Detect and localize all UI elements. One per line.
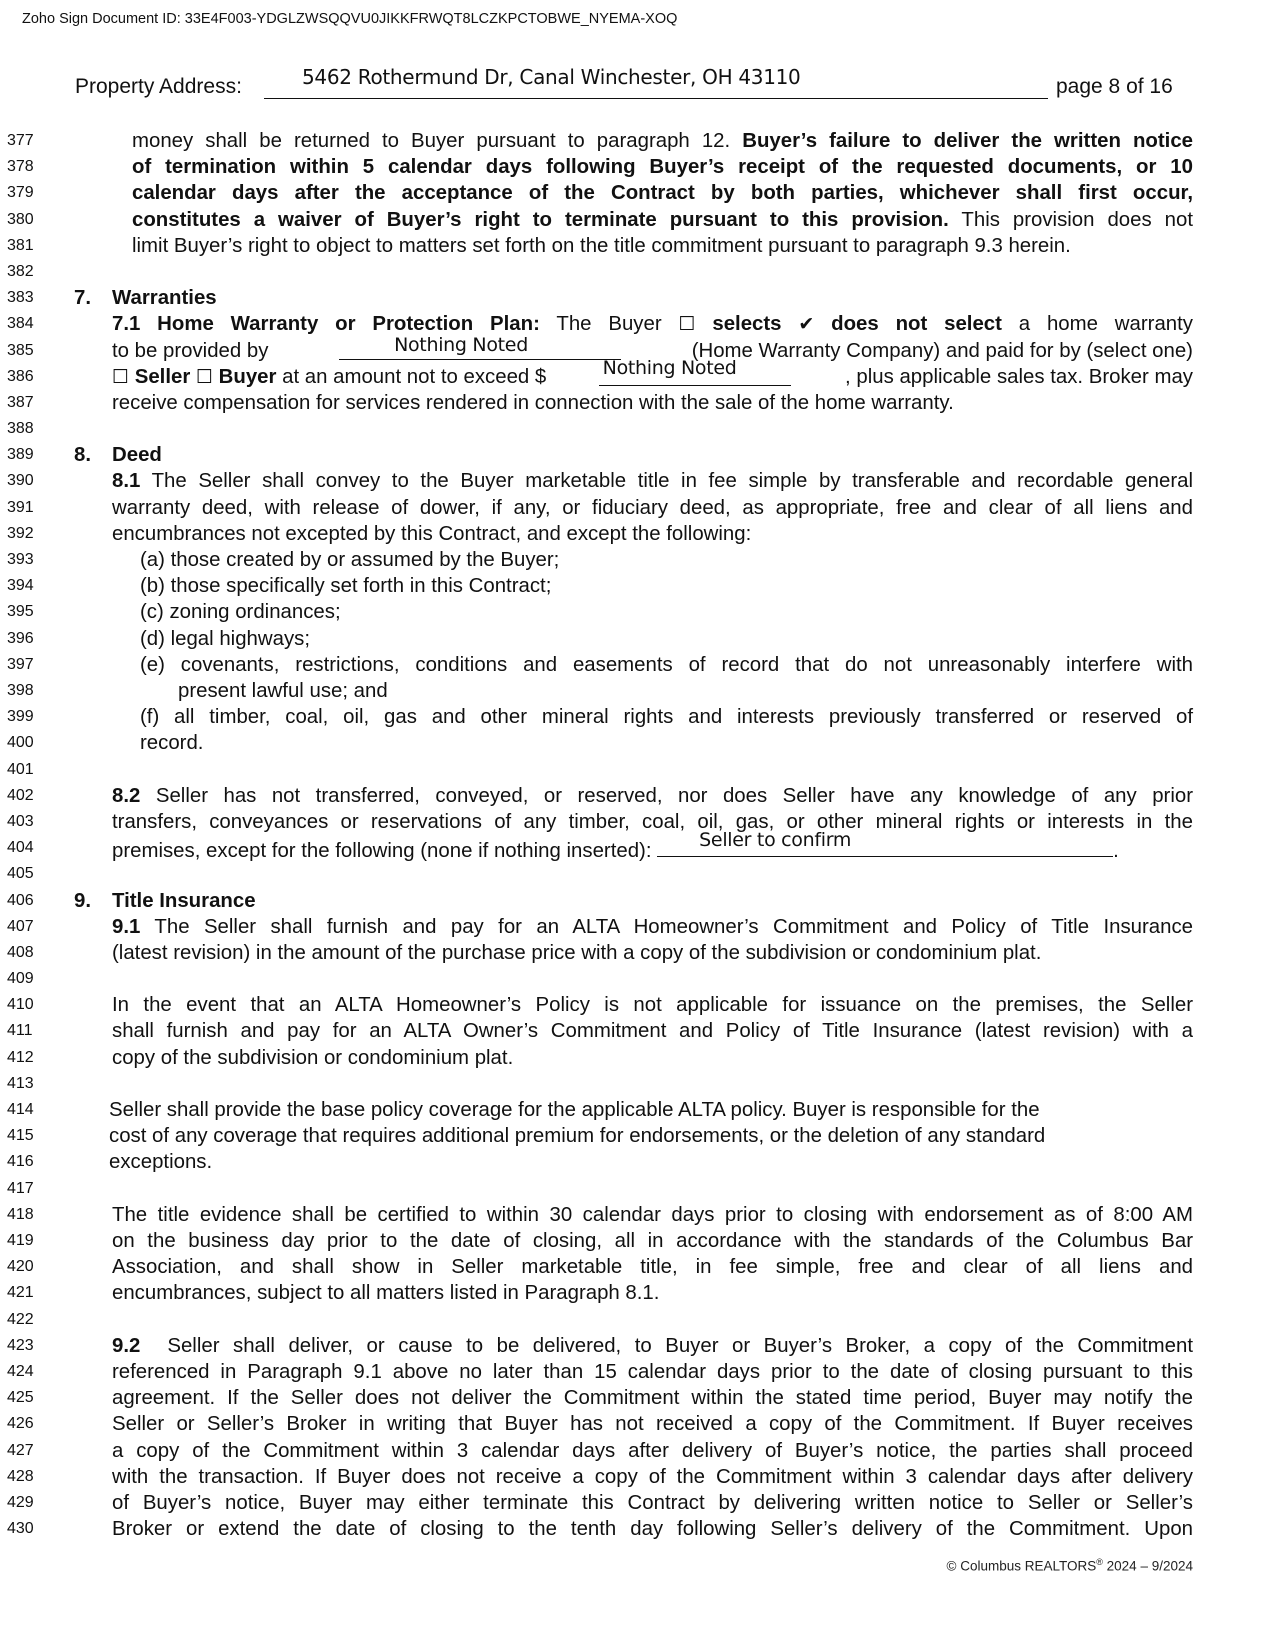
deed-exception-item: (c) zoning ordinances; bbox=[140, 601, 341, 624]
line-number: 396 bbox=[7, 629, 34, 647]
line-number: 381 bbox=[7, 236, 34, 254]
title-insurance-line: cost of any coverage that requires additional premium for endorsements, or the deletion of any standard bbox=[109, 1125, 1046, 1148]
line-number: 410 bbox=[7, 996, 34, 1014]
line-number: 400 bbox=[7, 734, 34, 752]
line-number: 377 bbox=[7, 132, 34, 149]
section-7-title: Warranties bbox=[112, 287, 217, 310]
line-number: 382 bbox=[7, 262, 34, 280]
warranty-line bbox=[112, 312, 1193, 336]
line-number: 409 bbox=[7, 970, 34, 988]
deed-line: transfers, conveyances or reservations of any timber, coal, oil, gas, or other mineral rights or interests in the bbox=[112, 810, 1193, 833]
deed-exception-item: (f) all timber, coal, oil, gas and other mineral rights and interests previously transferred or reserved of bbox=[140, 706, 1193, 729]
text: The Buyer bbox=[539, 313, 679, 336]
registered-mark: ® bbox=[1096, 1557, 1103, 1567]
section-9-title: Title Insurance bbox=[112, 889, 256, 912]
subsection-7-1-heading: 7.1 Home Warranty or Protection Plan: bbox=[112, 313, 540, 336]
line-number: 394 bbox=[7, 577, 34, 595]
deed-line bbox=[112, 784, 1193, 808]
paragraph-6-tail-line: calendar days after the acceptance of the Contract by both parties, whichever shall first occur, bbox=[132, 182, 1193, 205]
seller-label: Seller bbox=[134, 365, 191, 388]
title-insurance-line: referenced in Paragraph 9.1 above no later than 15 calendar days prior to the date of closing pursuant to this bbox=[112, 1360, 1193, 1383]
warranty-company-value: Nothing Noted bbox=[394, 333, 528, 356]
page-number: page 8 of 16 bbox=[1056, 75, 1173, 98]
line-number: 401 bbox=[7, 760, 34, 778]
line-number: 402 bbox=[7, 786, 34, 804]
line-number: 421 bbox=[7, 1284, 34, 1302]
title-insurance-line: agreement. If the Seller does not deliver the Commitment within the stated time period, Buyer may notify the bbox=[112, 1387, 1193, 1410]
line-number: 429 bbox=[7, 1493, 34, 1511]
deed-exception-item: (e) covenants, restrictions, conditions and easements of record that do not unreasonably interfere with bbox=[140, 653, 1193, 676]
text: Seller shall deliver, or cause to be delivered, to Buyer or Buyer’s Broker, a copy of the Commitment bbox=[140, 1334, 1193, 1357]
line-number: 428 bbox=[7, 1467, 34, 1485]
copyright-footer bbox=[947, 1557, 1193, 1574]
deed-exception-item: (b) those specifically set forth in this Contract; bbox=[140, 575, 552, 598]
text: , plus applicable sales tax. Broker may bbox=[845, 365, 1193, 388]
text: (Home Warranty Company) and paid for by (select one) bbox=[691, 339, 1193, 362]
title-insurance-line: Seller or Seller’s Broker in writing that Buyer has not received a copy of the Commitment. If Buyer receives bbox=[112, 1413, 1193, 1436]
line-number: 425 bbox=[7, 1389, 34, 1407]
text: 2024 – 9/2024 bbox=[1102, 1558, 1193, 1574]
warranty-line: receive compensation for services rendered in connection with the sale of the home warranty. bbox=[112, 391, 954, 414]
title-insurance-line: of Buyer’s notice, Buyer may either terminate this Contract by delivering written notice to Seller or Seller’s bbox=[112, 1491, 1193, 1514]
text: This provision does not bbox=[948, 208, 1193, 231]
warranty-line bbox=[112, 356, 1193, 389]
property-address-field[interactable]: 5462 Rothermund Dr, Canal Winchester, OH 43110 bbox=[302, 65, 801, 89]
title-insurance-line: In the event that an ALTA Homeowner’s Policy is not applicable for issuance on the premises, the Seller bbox=[112, 994, 1193, 1017]
line-number: 407 bbox=[7, 917, 34, 935]
text: . bbox=[1113, 840, 1119, 863]
mineral-rights-exceptions-value: Seller to confirm bbox=[699, 829, 852, 852]
text: The Seller shall furnish and pay for an ALTA Homeowner’s Commitment and Policy of Title Insurance bbox=[140, 915, 1193, 938]
title-insurance-line: encumbrances, subject to all matters listed in Paragraph 8.1. bbox=[112, 1282, 660, 1305]
title-insurance-line bbox=[112, 915, 1193, 939]
deed-exception-item-continued: present lawful use; and bbox=[178, 679, 388, 702]
seller-pays-checkbox[interactable]: ☐ bbox=[112, 365, 130, 388]
text: to be provided by bbox=[112, 339, 269, 362]
text: premises, except for the following (none if nothing inserted): bbox=[112, 840, 658, 863]
text: Seller has not transferred, conveyed, or reserved, nor does Seller have any knowledge of any prior bbox=[140, 784, 1193, 807]
line-number: 403 bbox=[7, 812, 34, 830]
section-9-number: 9. bbox=[74, 889, 92, 912]
does-not-select-checkbox[interactable]: ✔ bbox=[798, 313, 815, 336]
paragraph-6-tail-line bbox=[132, 129, 1193, 153]
line-number: 423 bbox=[7, 1336, 34, 1354]
line-number: 411 bbox=[7, 1022, 33, 1040]
line-number: 385 bbox=[7, 341, 34, 359]
line-number: 395 bbox=[7, 603, 34, 621]
text: money shall be returned to Buyer pursuant to paragraph 12. bbox=[132, 130, 743, 152]
title-insurance-line: Broker or extend the date of closing to the tenth day following Seller’s delivery of the Commitment. Upon bbox=[112, 1518, 1193, 1541]
text: © Columbus REALTORS bbox=[946, 1558, 1097, 1574]
warranty-max-amount-field[interactable] bbox=[599, 356, 791, 386]
line-number: 392 bbox=[7, 524, 34, 542]
selects-label: selects bbox=[712, 313, 782, 336]
line-number: 379 bbox=[7, 184, 34, 202]
section-8-number: 8. bbox=[74, 444, 92, 467]
title-insurance-line: Seller shall provide the base policy coverage for the applicable ALTA policy. Buyer is responsible for the bbox=[109, 1099, 1040, 1122]
line-number: 378 bbox=[7, 158, 34, 176]
line-number: 424 bbox=[7, 1362, 34, 1380]
text: at an amount not to exceed $ bbox=[276, 365, 547, 388]
line-number: 416 bbox=[7, 1153, 34, 1171]
bold-text: Buyer’s failure to deliver the written notice bbox=[742, 130, 1193, 152]
line-number: 399 bbox=[7, 708, 34, 726]
document-id: Zoho Sign Document ID: 33E4F003-YDGLZWSQQVU0JIKKFRWQT8LCZKPCTOBWE_NYEMA-XOQ bbox=[22, 11, 678, 27]
line-number: 388 bbox=[7, 420, 34, 438]
deed-exception-item: (a) those created by or assumed by the Buyer; bbox=[140, 549, 560, 572]
line-number: 393 bbox=[7, 551, 34, 569]
paragraph-6-tail-line: of termination within 5 calendar days following Buyer’s receipt of the requested documents, or 10 bbox=[132, 156, 1193, 179]
property-address-label: Property Address: bbox=[75, 75, 242, 98]
line-number: 405 bbox=[7, 865, 34, 883]
deed-line: encumbrances not excepted by this Contract, and except the following: bbox=[112, 522, 752, 545]
section-7-number: 7. bbox=[74, 287, 92, 310]
does-not-select-label: does not select bbox=[831, 313, 1002, 336]
title-insurance-line: The title evidence shall be certified to within 30 calendar days prior to closing with endorsement as of 8:00 AM bbox=[112, 1203, 1193, 1226]
line-number: 422 bbox=[7, 1310, 34, 1328]
warranty-max-amount-value: Nothing Noted bbox=[602, 356, 737, 379]
line-number: 384 bbox=[7, 315, 34, 333]
mineral-rights-exceptions-field[interactable] bbox=[657, 829, 1113, 857]
text: a home warranty bbox=[1001, 313, 1193, 336]
line-number: 383 bbox=[7, 289, 34, 307]
deed-exception-item-continued: record. bbox=[140, 732, 204, 755]
line-number: 397 bbox=[7, 655, 34, 673]
title-insurance-line bbox=[112, 1334, 1193, 1358]
line-number: 398 bbox=[7, 681, 34, 699]
line-number: 417 bbox=[7, 1179, 34, 1197]
subsection-8-1-number: 8.1 bbox=[112, 470, 141, 493]
selects-checkbox[interactable]: ☐ bbox=[678, 313, 696, 336]
buyer-label: Buyer bbox=[218, 365, 277, 388]
bold-text: constitutes a waiver of Buyer’s right to terminate pursuant to this provision. bbox=[132, 208, 949, 231]
line-number: 412 bbox=[7, 1048, 34, 1066]
deed-exception-item: (d) legal highways; bbox=[140, 627, 311, 650]
title-insurance-line: (latest revision) in the amount of the purchase price with a copy of the subdivision or condominium plat. bbox=[112, 941, 1042, 964]
line-number: 420 bbox=[7, 1258, 34, 1276]
line-number: 389 bbox=[7, 446, 34, 464]
buyer-pays-checkbox[interactable]: ☐ bbox=[195, 365, 213, 388]
deed-line bbox=[112, 829, 1119, 863]
line-number: 391 bbox=[7, 498, 34, 516]
title-insurance-line: shall furnish and pay for an ALTA Owner’s Commitment and Policy of Title Insurance (latest revision) with a bbox=[112, 1020, 1193, 1043]
line-number: 390 bbox=[7, 472, 34, 490]
line-number: 404 bbox=[7, 839, 34, 857]
title-insurance-line: on the business day prior to the date of closing, all in accordance with the standards of the Columbus Bar bbox=[112, 1229, 1193, 1252]
line-number: 406 bbox=[7, 891, 34, 909]
title-insurance-line: a copy of the Commitment within 3 calendar days after delivery of Buyer’s notice, the parties shall proceed bbox=[112, 1439, 1193, 1462]
subsection-9-1-number: 9.1 bbox=[112, 915, 141, 938]
paragraph-6-tail-line bbox=[132, 208, 1193, 232]
warranty-company-field[interactable] bbox=[339, 333, 621, 360]
line-number: 414 bbox=[7, 1101, 34, 1119]
title-insurance-line: exceptions. bbox=[109, 1151, 213, 1174]
line-number: 426 bbox=[7, 1415, 34, 1433]
line-number: 386 bbox=[7, 367, 34, 385]
line-number: 380 bbox=[7, 210, 34, 228]
line-number: 419 bbox=[7, 1231, 34, 1249]
line-number: 430 bbox=[7, 1520, 34, 1538]
deed-line bbox=[112, 469, 1193, 493]
title-insurance-line: Association, and shall show in Seller marketable title, in fee simple, free and clear of all liens and bbox=[112, 1256, 1193, 1279]
subsection-8-2-number: 8.2 bbox=[112, 784, 141, 807]
paragraph-6-tail-line: limit Buyer’s right to object to matters set forth on the title commitment pursuant to paragraph 9.3 herein. bbox=[132, 234, 1071, 257]
line-number: 413 bbox=[7, 1074, 34, 1092]
line-number: 387 bbox=[7, 393, 34, 411]
subsection-9-2-number: 9.2 bbox=[112, 1334, 141, 1357]
line-number: 415 bbox=[7, 1127, 34, 1145]
line-number: 418 bbox=[7, 1205, 34, 1223]
section-8-title: Deed bbox=[112, 444, 162, 467]
title-insurance-line: copy of the subdivision or condominium plat. bbox=[112, 1046, 514, 1069]
line-number: 427 bbox=[7, 1441, 34, 1459]
title-insurance-line: with the transaction. If Buyer does not receive a copy of the Commitment within 3 calendar days after delivery bbox=[112, 1465, 1193, 1488]
line-number: 408 bbox=[7, 943, 34, 961]
deed-line: warranty deed, with release of dower, if any, or fiduciary deed, as appropriate, free and clear of all liens and bbox=[112, 496, 1193, 519]
text: The Seller shall convey to the Buyer marketable title in fee simple by transferable and recordable general bbox=[140, 470, 1193, 493]
property-address-underline bbox=[264, 98, 1048, 99]
